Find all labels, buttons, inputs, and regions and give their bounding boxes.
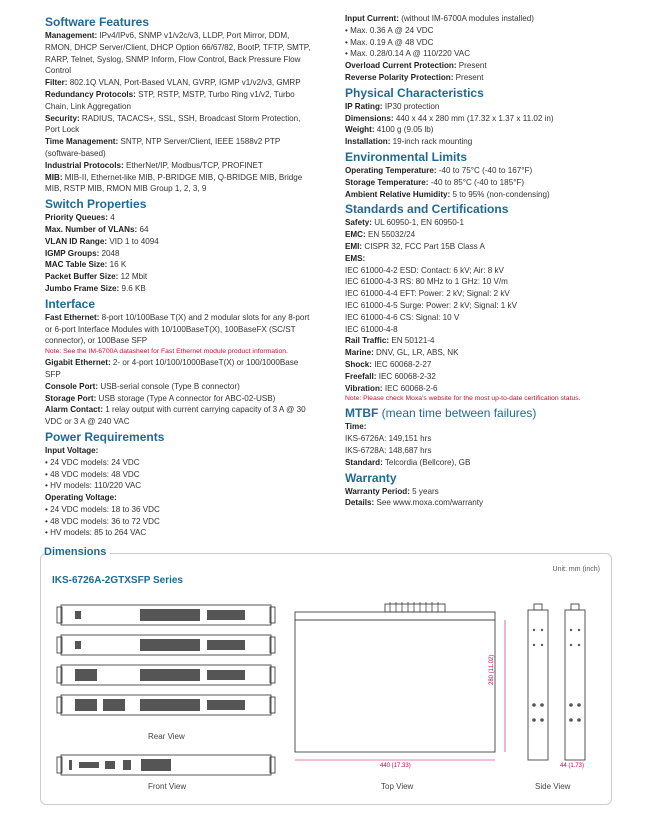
spec-label: Time Management: xyxy=(45,137,119,147)
spec-text: IKS-6726A: 149,151 hrs xyxy=(345,434,432,444)
spec-text: IEC 61000-4-2 ESD: Contact: 6 kV; Air: 8 kV xyxy=(345,265,504,275)
spec-value: Present xyxy=(455,72,484,82)
unit-label: Unit: mm (inch) xyxy=(552,566,600,573)
section-heading-text: Standards and Certifications xyxy=(345,202,509,217)
spec-bullet: • Max. 0.36 A @ 24 VDC xyxy=(345,25,605,37)
front-view-caption: Front View xyxy=(148,782,187,791)
spec-text: IEC 61000-4-6 CS: Signal: 10 V xyxy=(345,312,460,322)
spec-row xyxy=(345,113,605,125)
spec-row xyxy=(345,13,605,25)
spec-label: Storage Temperature: xyxy=(345,177,429,187)
spec-row xyxy=(345,229,605,241)
spec-value: IEC 60068-2-32 xyxy=(378,371,436,381)
spec-label: MIB: xyxy=(45,172,63,182)
spec-row xyxy=(45,404,315,428)
section-heading-subtitle: (mean time between failures) xyxy=(381,406,537,421)
spec-label: Ambient Relative Humidity: xyxy=(345,189,451,199)
spec-row xyxy=(345,253,605,265)
spec-label: IP Rating: xyxy=(345,101,383,111)
spec-row xyxy=(45,77,315,89)
depth-dimension-label: 280 (11.02) xyxy=(489,654,495,685)
spec-bullet: • 48 VDC models: 48 VDC xyxy=(45,469,315,481)
rear-view-drawing xyxy=(55,603,280,728)
spec-label: Shock: xyxy=(345,359,372,369)
spec-value: 5 to 95% (non-condensing) xyxy=(452,189,550,199)
spec-row xyxy=(345,177,605,189)
spec-bullet: • HV models: 85 to 264 VAC xyxy=(45,527,315,539)
spec-row xyxy=(45,89,315,113)
spec-label: Security: xyxy=(45,113,80,123)
spec-value: RADIUS, TACACS+, SSL, SSH, Broadcast Storm Protection, Port Lock xyxy=(45,113,301,135)
spec-row xyxy=(345,497,605,509)
right-spec-column xyxy=(345,13,605,509)
section-heading-text: Software Features xyxy=(45,15,150,29)
spec-value: EtherNet/IP, Modbus/TCP, PROFINET xyxy=(125,160,263,170)
spec-label: Overload Current Protection: xyxy=(345,61,457,71)
series-name: IKS-6726A-2GTXSFP Series xyxy=(52,575,183,586)
spec-value: DNV, GL, LR, ABS, NK xyxy=(376,348,459,358)
spec-label: Jumbo Frame Size: xyxy=(45,283,120,293)
section-heading xyxy=(345,471,605,485)
spec-row xyxy=(45,381,315,393)
spec-label: Operating Temperature: xyxy=(345,165,437,175)
spec-label: Filter: xyxy=(45,78,68,88)
spec-row xyxy=(345,124,605,136)
left-spec-column xyxy=(45,13,315,539)
spec-row xyxy=(45,113,315,137)
spec-bullet: • 24 VDC models: 18 to 36 VDC xyxy=(45,504,315,516)
spec-row xyxy=(345,217,605,229)
spec-value: 4 xyxy=(110,213,115,223)
spec-value: STP, RSTP, MSTP, Turbo Ring v1/v2, Turbo Chain, Link Aggregation xyxy=(45,89,295,111)
section-heading-text: MTBF xyxy=(345,406,379,421)
spec-row xyxy=(45,236,315,248)
spec-label: EMS: xyxy=(345,253,366,263)
spec-value: -40 to 75°C (-40 to 167°F) xyxy=(438,165,533,175)
spec-value: 9.6 KB xyxy=(121,283,146,293)
spec-value: See www.moxa.com/warranty xyxy=(376,498,484,508)
spec-row xyxy=(45,160,315,172)
spec-label: VLAN ID Range: xyxy=(45,236,108,246)
spec-value: SNTP, NTP Server/Client, IEEE 1588v2 PTP (software-based) xyxy=(45,137,281,158)
spec-text: IEC 61000-4-4 EFT: Power: 2 kV; Signal: 2 kV xyxy=(345,289,510,299)
section-heading-text: Warranty xyxy=(345,470,397,485)
spec-row xyxy=(345,241,605,253)
spec-row xyxy=(45,492,315,504)
spec-label: Max. Number of VLANs: xyxy=(45,224,138,234)
spec-value: 16 K xyxy=(109,260,127,270)
spec-value: 12 Mbit xyxy=(120,272,148,282)
spec-label: Alarm Contact: xyxy=(45,405,104,415)
spec-label: Management: xyxy=(45,31,98,40)
spec-value: IP30 protection xyxy=(384,101,440,111)
spec-label: IGMP Groups: xyxy=(45,248,100,258)
spec-value: IEC 60068-2-6 xyxy=(384,383,438,393)
spec-row xyxy=(45,259,315,271)
spec-value: 5 years xyxy=(412,486,439,496)
section-heading xyxy=(345,202,605,216)
width-dimension-label: 440 (17.33) xyxy=(380,763,411,769)
section-heading xyxy=(45,197,315,211)
spec-label: Priority Queues: xyxy=(45,213,108,223)
spec-row xyxy=(345,72,605,84)
spec-text: IKS-6728A: 148,687 hrs xyxy=(345,445,432,455)
section-heading-text: Switch Properties xyxy=(45,197,147,212)
spec-row xyxy=(45,271,315,283)
spec-label: EMC: xyxy=(345,230,366,240)
spec-note: Note: See the IM-6700A datasheet for Fast Ethernet module product information. xyxy=(45,348,288,356)
spec-label: Fast Ethernet: xyxy=(45,312,100,322)
spec-row xyxy=(345,359,605,371)
spec-value: USB storage (Type A connector for ABC-02-USB) xyxy=(98,393,276,403)
spec-row xyxy=(45,357,315,381)
spec-row xyxy=(345,347,605,359)
spec-label: Time: xyxy=(345,422,367,432)
spec-row xyxy=(345,421,605,433)
spec-value: 802.1Q VLAN, Port-Based VLAN, GVRP, IGMP v1/v2/v3, GMRP xyxy=(69,78,301,88)
spec-label: Standard: xyxy=(345,457,383,467)
spec-row xyxy=(345,189,605,201)
spec-label: Dimensions: xyxy=(345,113,394,123)
spec-value: 8-port 10/100Base T(X) and 2 modular slots for any 8-port or 6-port Interface Modules with 10/100BaseT(X), 100BaseFX (SC/ST connector), or 100Base SFP xyxy=(45,312,310,346)
spec-label: Marine: xyxy=(345,348,374,358)
spec-row xyxy=(45,393,315,405)
spec-label: Vibration: xyxy=(345,383,383,393)
spec-row xyxy=(45,312,315,347)
spec-bullet: • HV models: 110/220 VAC xyxy=(45,480,315,492)
spec-row xyxy=(45,283,315,295)
spec-text: IEC 61000-4-3 RS: 80 MHz to 1 GHz: 10 V/m xyxy=(345,277,508,287)
spec-label: Redundancy Protocols: xyxy=(45,89,136,99)
spec-label: Input Voltage: xyxy=(45,445,99,455)
section-heading xyxy=(345,406,605,420)
spec-row xyxy=(345,136,605,148)
spec-value: EN 55032/24 xyxy=(367,230,416,240)
spec-value: Telcordia (Bellcore), GB xyxy=(384,457,471,467)
spec-row xyxy=(45,224,315,236)
spec-value: MIB-II, Ethernet-like MIB, P-BRIDGE MIB, Q-BRIDGE MIB, Bridge MIB, RSTP MIB, RMON MIB Group 1, 2, 3, 9 xyxy=(45,172,303,194)
spec-bullet: • Max. 0.19 A @ 48 VDC xyxy=(345,37,605,49)
spec-label: Rail Traffic: xyxy=(345,336,390,346)
spec-value: 440 x 44 x 280 mm (17.32 x 1.37 x 11.02 in) xyxy=(395,113,554,123)
spec-row xyxy=(45,248,315,260)
spec-value: -40 to 85°C (-40 to 185°F) xyxy=(430,177,525,187)
spec-value: IEC 60068-2-27 xyxy=(374,359,432,369)
spec-bullet: • 48 VDC models: 36 to 72 VDC xyxy=(45,516,315,528)
spec-value: EN 50121-4 xyxy=(391,336,435,346)
spec-label: Safety: xyxy=(345,218,372,228)
spec-label: Freefall: xyxy=(345,371,377,381)
spec-label: Weight: xyxy=(345,125,375,135)
front-view-drawing xyxy=(55,752,280,782)
spec-value: CISPR 32, FCC Part 15B Class A xyxy=(364,241,485,251)
spec-value: VID 1 to 4094 xyxy=(109,236,159,246)
spec-row xyxy=(345,383,605,395)
spec-label: Reverse Polarity Protection: xyxy=(345,72,454,82)
spec-row xyxy=(345,101,605,113)
side-view-caption: Side View xyxy=(535,782,571,791)
section-heading xyxy=(345,86,605,100)
spec-label: Installation: xyxy=(345,137,391,147)
spec-label: Storage Port: xyxy=(45,393,97,403)
spec-value: Present xyxy=(458,61,487,71)
spec-row xyxy=(345,486,605,498)
spec-row xyxy=(45,172,315,196)
section-heading-text: Environmental Limits xyxy=(345,149,468,164)
section-heading xyxy=(345,150,605,164)
spec-note: Note: Please check Moxa's website for the most up-to-date certification status. xyxy=(345,395,581,403)
section-heading xyxy=(45,15,315,29)
spec-value: 19-inch rack mounting xyxy=(392,137,473,147)
spec-row xyxy=(45,30,315,77)
spec-value: 64 xyxy=(139,224,149,234)
spec-text: IEC 61000-4-8 xyxy=(345,324,398,334)
section-heading xyxy=(45,297,315,311)
spec-value: UL 60950-1, EN 60950-1 xyxy=(374,218,464,228)
top-view-drawing xyxy=(290,600,520,780)
spec-row xyxy=(45,136,315,160)
spec-label: Input Current: xyxy=(345,14,399,23)
spec-row xyxy=(345,165,605,177)
spec-value: 4100 g (9.05 lb) xyxy=(376,125,434,135)
spec-row xyxy=(345,371,605,383)
spec-label: Details: xyxy=(345,498,375,508)
spec-label: Packet Buffer Size: xyxy=(45,272,119,282)
rear-view-caption: Rear View xyxy=(148,732,185,741)
side-view-drawing xyxy=(520,600,600,770)
section-heading xyxy=(45,430,315,444)
spec-value: 2- or 4-port 10/100/1000BaseT(X) or 100/1000Base SFP xyxy=(45,358,299,379)
top-view-caption: Top View xyxy=(381,782,414,791)
height-dimension-label: 44 (1.73) xyxy=(560,763,585,769)
spec-value: (without IM-6700A modules installed) xyxy=(401,14,534,23)
spec-label: Gigabit Ethernet: xyxy=(45,358,111,368)
spec-label: Industrial Protocols: xyxy=(45,160,124,170)
spec-row xyxy=(345,335,605,347)
spec-value: 2048 xyxy=(101,248,120,258)
spec-bullet: • Max. 0.28/0.14 A @ 110/220 VAC xyxy=(345,48,605,60)
spec-row xyxy=(45,212,315,224)
spec-row xyxy=(345,457,605,469)
spec-label: Console Port: xyxy=(45,381,99,391)
section-heading-text: Physical Characteristics xyxy=(345,85,484,100)
spec-label: Warranty Period: xyxy=(345,486,410,496)
section-heading-text: Power Requirements xyxy=(45,429,165,444)
spec-label: Operating Voltage: xyxy=(45,493,117,503)
spec-text: IEC 61000-4-5 Surge: Power: 2 kV; Signal: 1 kV xyxy=(345,300,518,310)
spec-label: MAC Table Size: xyxy=(45,260,108,270)
spec-row xyxy=(45,445,315,457)
dimensions-title: Dimensions xyxy=(44,546,110,558)
spec-value: USB-serial console (Type B connector) xyxy=(100,381,240,391)
spec-label: EMI: xyxy=(345,241,363,251)
spec-row xyxy=(345,60,605,72)
section-heading-text: Interface xyxy=(45,296,96,311)
spec-value: 1 relay output with current carrying capacity of 3 A @ 30 VDC or 3 A @ 240 VAC xyxy=(45,405,306,427)
spec-bullet: • 24 VDC models: 24 VDC xyxy=(45,457,315,469)
spec-value: IPv4/IPv6, SNMP v1/v2c/v3, LLDP, Port Mirror, DDM, RMON, DHCP Server/Client, DHCP Option 66/67/82, BootP, TFTP, SMTP, RARP, Telnet, Syslog, SNMP Inform, Flow Control, Back Pressure Flow Control xyxy=(45,31,311,76)
